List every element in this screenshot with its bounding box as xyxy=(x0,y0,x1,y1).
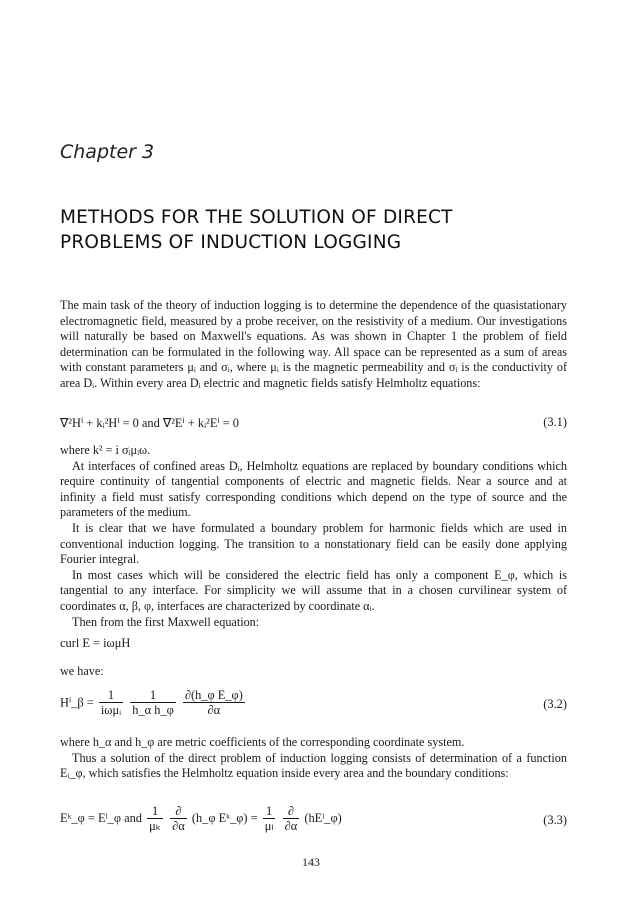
equation-3-2-fraction-3 xyxy=(183,688,245,717)
fraction-denominator: iωμᵢ xyxy=(100,703,122,717)
fraction-denominator: ∂α xyxy=(172,819,185,833)
fraction-numerator: ∂ xyxy=(170,804,187,819)
paragraph-9: Thus a solution of the direct problem of induction logging consists of determination of a function Eᵢ_φ, which satisfies the Helmholtz equation inside every area and the boundary conditions: xyxy=(60,750,567,781)
paragraph-4: It is clear that we have formulated a boundary problem for harmonic fields which are used in conventional induction logging. The transition to a nonstationary field can be easily done applying Fourier integral. xyxy=(60,520,567,567)
fraction-numerator: 1 xyxy=(263,804,276,819)
equation-3-3-fraction-4 xyxy=(283,804,300,833)
fraction-denominator: ∂α xyxy=(207,703,221,717)
equation-3-3 xyxy=(60,804,567,838)
paragraph-5: In most cases which will be considered the electric field has only a component E_φ, which is tangential to any interface. For simplicity we will assume that in a chosen curvilinear system of coordinates α, β, φ, interfaces are characterized by coordinate αᵢ. xyxy=(60,567,567,613)
equation-3-2-fraction-1 xyxy=(99,688,123,717)
equation-3-1 xyxy=(60,415,567,431)
equation-3-3-body xyxy=(60,804,342,833)
equation-curl-body: curl E = iωμH xyxy=(60,636,131,650)
chapter-title xyxy=(60,205,580,255)
paragraph-7: we have: xyxy=(60,664,104,678)
paragraph-intro xyxy=(60,298,567,392)
paragraph-block-4 xyxy=(60,735,567,782)
fraction-numerator: 1 xyxy=(130,688,176,703)
fraction-denominator: ∂α xyxy=(284,819,298,833)
chapter-title-line-1: METHODS FOR THE SOLUTION OF DIRECT xyxy=(60,207,453,228)
paragraph-3: At interfaces of confined areas Dᵢ, Helmholtz equations are replaced by boundary conditions which require continuity of tangential components of electric and magnetic fields. Near a source and at infinity a field must satisfy corresponding conditions which depend on the type of source and the parameters of the medium. xyxy=(60,458,567,520)
paragraph-2: where k² = i σᵢμᵢω. xyxy=(60,443,151,457)
chapter-title-line-2: PROBLEMS OF INDUCTION LOGGING xyxy=(60,232,402,253)
fraction-denominator: h_α h_φ xyxy=(132,703,174,717)
equation-3-3-lhs: Eᵏ_φ = Eˡ_φ and xyxy=(60,811,142,825)
fraction-numerator: ∂ xyxy=(283,804,300,819)
equation-3-2-lhs: Hⁱ_β = xyxy=(60,695,94,710)
equation-3-1-number: (3.1) xyxy=(543,415,567,429)
page-number: 143 xyxy=(302,855,320,869)
equation-3-2 xyxy=(60,688,567,722)
fraction-numerator: 1 xyxy=(147,804,163,819)
fraction-numerator: 1 xyxy=(99,688,123,703)
fraction-denominator: μₗ xyxy=(264,819,274,833)
paragraph-block-2 xyxy=(60,443,567,630)
paragraph-block-3 xyxy=(60,664,567,680)
equation-3-3-end: (hEˡ_φ) xyxy=(304,811,342,825)
equation-3-3-middle: (h_φ Eᵏ_φ) = xyxy=(191,811,258,825)
equation-3-3-fraction-3 xyxy=(263,804,276,833)
equation-3-2-number: (3.2) xyxy=(543,697,567,711)
chapter-label: Chapter 3 xyxy=(60,141,155,163)
paragraph-8: where h_α and h_φ are metric coefficients of the corresponding coordinate system. xyxy=(60,735,465,749)
equation-3-2-fraction-2 xyxy=(130,688,176,717)
fraction-denominator: μₖ xyxy=(149,819,161,833)
paragraph-6: Then from the first Maxwell equation: xyxy=(72,614,260,629)
equation-3-2-body xyxy=(60,688,247,717)
equation-3-3-fraction-1 xyxy=(147,804,163,833)
equation-3-1-body: ∇²Hⁱ + kᵢ²Hⁱ = 0 and ∇²Eⁱ + kᵢ²Eⁱ = 0 xyxy=(60,416,239,430)
fraction-numerator: ∂(h_φ E_φ) xyxy=(184,688,243,702)
equation-3-3-number: (3.3) xyxy=(543,813,567,827)
equation-3-3-fraction-2 xyxy=(170,804,187,833)
paragraph-1: The main task of the theory of induction logging is to determine the dependence of the quasistationary electromagnetic field, measured by a probe receiver, on the resistivity of a medium. Our investigations will naturally be based on Maxwell's equations. As was shown in Chapter 1 the problem of field determination can be formulated in the following way. All space can be represented as a sum of areas with constant parameters μᵢ and σᵢ, where μᵢ is the magnetic permeability and σᵢ is the conductivity of area Dᵢ. Within every area Dᵢ electric and magnetic fields satisfy Helmholtz equations: xyxy=(60,298,567,390)
equation-curl xyxy=(60,636,567,652)
